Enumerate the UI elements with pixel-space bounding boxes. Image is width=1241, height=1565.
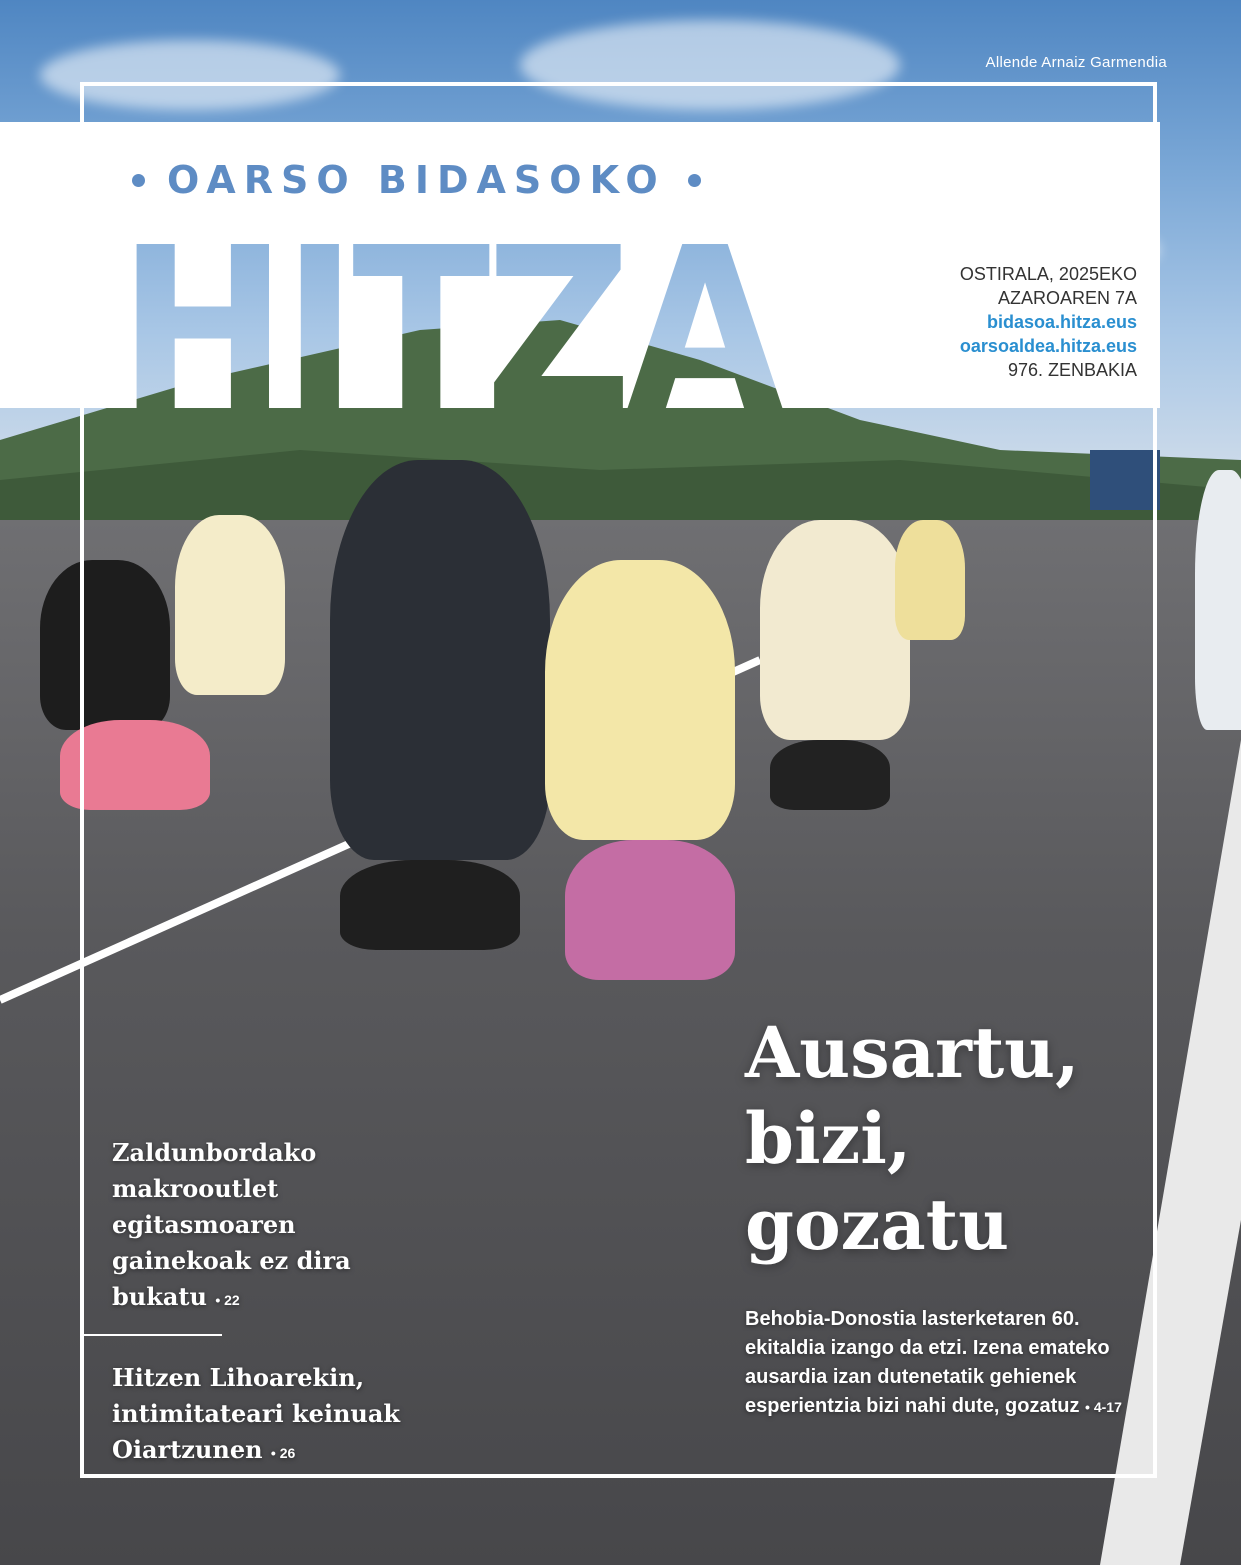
website-link-oarsoaldea[interactable]: oarsoaldea.hitza.eus <box>959 336 1137 356</box>
kicker-text: OARSO BIDASOKO <box>167 158 666 202</box>
photo-credit: Allende Arnaiz Garmendia <box>985 54 1167 71</box>
deck-text: Behobia-Donostia lasterketaren 60. ekitaldia izango da etzi. Izena emateko ausardia izan dutenetatik gehienek esperientzia bizi nahi dute, gozatuz <box>745 1308 1110 1417</box>
issue-number: 976. ZENBAKIA <box>1007 360 1137 380</box>
teaser-story[interactable] <box>112 1360 472 1471</box>
deck-page-ref: • 4-17 <box>1085 1399 1122 1415</box>
teaser-divider <box>82 1334 222 1336</box>
teaser-page-ref: • 26 <box>270 1445 296 1461</box>
headline-line: Ausartu, <box>745 1011 1080 1094</box>
main-deck <box>745 1305 1155 1422</box>
headline-line: bizi, <box>745 1097 912 1180</box>
website-link-bidasoa[interactable]: bidasoa.hitza.eus <box>986 312 1137 332</box>
teaser-text: Hitzen Lihoarekin, intimitateari keinuak Oiartzunen <box>112 1363 401 1464</box>
main-headline <box>745 1010 1165 1268</box>
headline-line: gozatu <box>745 1183 1009 1266</box>
teaser-text: Zaldunbordako makrooutlet egitasmoaren gainekoak ez dira bukatu <box>112 1138 351 1311</box>
issue-date-line1: OSTIRALA, 2025EKO <box>959 264 1137 284</box>
teaser-story[interactable] <box>112 1135 372 1318</box>
teaser-page-ref: • 22 <box>215 1292 240 1308</box>
runner <box>1195 470 1241 730</box>
issue-date-line2: AZAROAREN 7A <box>997 288 1137 308</box>
